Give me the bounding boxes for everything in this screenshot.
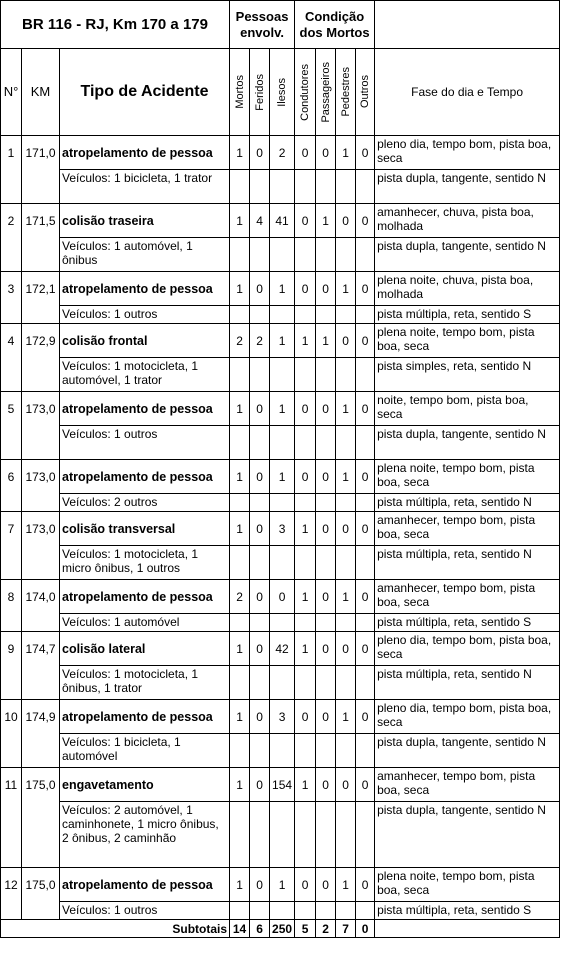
empty-cell	[295, 666, 316, 700]
count-pedestres: 0	[336, 512, 356, 546]
count-condutores: 1	[295, 632, 316, 666]
empty-cell	[336, 546, 356, 580]
count-outros: 0	[356, 700, 375, 734]
accident-road: pista dupla, tangente, sentido N	[375, 734, 560, 768]
header-feridos: Feridos	[250, 49, 270, 136]
accident-type: colisão traseira	[60, 204, 230, 238]
vehicle-row	[1, 426, 560, 460]
accident-number: 4	[1, 324, 22, 392]
count-mortos: 1	[230, 204, 250, 238]
accident-phase-weather: pleno dia, tempo bom, pista boa, seca	[375, 700, 560, 734]
empty-cell	[295, 902, 316, 920]
accident-km: 172,9	[22, 324, 60, 392]
totals-row	[1, 920, 560, 938]
empty-cell	[250, 546, 270, 580]
count-pedestres: 1	[336, 868, 356, 902]
empty-cell	[250, 170, 270, 204]
count-outros: 0	[356, 272, 375, 306]
accident-phase-weather: plena noite, tempo bom, pista boa, seca	[375, 324, 560, 358]
vehicle-row	[1, 170, 560, 204]
accident-type: colisão transversal	[60, 512, 230, 546]
count-feridos: 0	[250, 512, 270, 546]
count-outros: 0	[356, 204, 375, 238]
accident-km: 174,9	[22, 700, 60, 768]
empty-cell	[295, 358, 316, 392]
empty-cell	[336, 666, 356, 700]
empty-cell	[250, 306, 270, 324]
empty-cell	[336, 494, 356, 512]
vehicle-row	[1, 238, 560, 272]
accident-row	[1, 204, 560, 238]
accident-vehicles: Veículos: 1 outros	[60, 306, 230, 324]
empty-cell	[336, 802, 356, 868]
empty-cell	[316, 426, 336, 460]
total-feridos: 6	[250, 920, 270, 938]
empty-cell	[336, 902, 356, 920]
totals-label: Subtotais	[1, 920, 230, 938]
count-mortos: 1	[230, 392, 250, 426]
accident-type: atropelamento de pessoa	[60, 868, 230, 902]
count-feridos: 0	[250, 392, 270, 426]
count-passageiros: 0	[316, 136, 336, 170]
accident-vehicles: Veículos: 1 automóvel	[60, 614, 230, 632]
count-ilesos: 0	[270, 580, 295, 614]
vehicle-row	[1, 802, 560, 868]
count-feridos: 2	[250, 324, 270, 358]
count-pedestres: 1	[336, 460, 356, 494]
accident-row	[1, 868, 560, 902]
count-ilesos: 154	[270, 768, 295, 802]
empty-cell	[230, 170, 250, 204]
empty-cell	[316, 614, 336, 632]
count-passageiros: 0	[316, 580, 336, 614]
count-mortos: 1	[230, 136, 250, 170]
accident-phase-weather: amanhecer, tempo bom, pista boa, seca	[375, 768, 560, 802]
empty-cell	[250, 238, 270, 272]
accident-vehicles: Veículos: 1 outros	[60, 902, 230, 920]
empty-cell	[336, 170, 356, 204]
accident-phase-weather: plena noite, tempo bom, pista boa, seca	[375, 868, 560, 902]
count-pedestres: 1	[336, 136, 356, 170]
accident-phase-weather: plena noite, chuva, pista boa, molhada	[375, 272, 560, 306]
group-header-pessoas: Pessoas envolv.	[230, 1, 295, 49]
total-pedestres: 7	[336, 920, 356, 938]
count-mortos: 1	[230, 868, 250, 902]
empty-cell	[295, 734, 316, 768]
header-blank	[375, 1, 560, 49]
count-feridos: 0	[250, 460, 270, 494]
empty-cell	[270, 802, 295, 868]
count-mortos: 1	[230, 512, 250, 546]
empty-cell	[270, 238, 295, 272]
total-ilesos: 250	[270, 920, 295, 938]
empty-cell	[295, 802, 316, 868]
empty-cell	[270, 902, 295, 920]
count-condutores: 0	[295, 392, 316, 426]
total-passageiros: 2	[316, 920, 336, 938]
empty-cell	[316, 494, 336, 512]
count-outros: 0	[356, 512, 375, 546]
count-ilesos: 2	[270, 136, 295, 170]
count-passageiros: 0	[316, 512, 336, 546]
accident-number: 9	[1, 632, 22, 700]
accident-km: 171,5	[22, 204, 60, 272]
accident-row	[1, 512, 560, 546]
accident-vehicles: Veículos: 2 automóvel, 1 caminhonete, 1 micro ônibus, 2 ônibus, 2 caminhão	[60, 802, 230, 868]
count-outros: 0	[356, 460, 375, 494]
vehicle-row	[1, 902, 560, 920]
count-condutores: 0	[295, 136, 316, 170]
empty-cell	[356, 238, 375, 272]
header-passageiros: Passageiros	[316, 49, 336, 136]
accident-row	[1, 632, 560, 666]
header-mortos: Mortos	[230, 49, 250, 136]
header-km: KM	[22, 49, 60, 136]
count-feridos: 0	[250, 868, 270, 902]
empty-cell	[316, 666, 336, 700]
count-pedestres: 1	[336, 580, 356, 614]
empty-cell	[270, 666, 295, 700]
totals-blank	[375, 920, 560, 938]
accident-vehicles: Veículos: 1 motocicleta, 1 automóvel, 1 trator	[60, 358, 230, 392]
count-mortos: 2	[230, 580, 250, 614]
empty-cell	[316, 170, 336, 204]
empty-cell	[230, 306, 250, 324]
count-feridos: 0	[250, 632, 270, 666]
count-pedestres: 0	[336, 204, 356, 238]
count-ilesos: 41	[270, 204, 295, 238]
total-mortos: 14	[230, 920, 250, 938]
accident-number: 11	[1, 768, 22, 868]
accident-km: 171,0	[22, 136, 60, 204]
accident-road: pista múltipla, reta, sentido S	[375, 614, 560, 632]
empty-cell	[270, 306, 295, 324]
accident-vehicles: Veículos: 1 motocicleta, 1 micro ônibus, 1 outros	[60, 546, 230, 580]
vehicle-row	[1, 358, 560, 392]
header-pedestres: Pedestres	[336, 49, 356, 136]
count-condutores: 0	[295, 700, 316, 734]
accident-number: 8	[1, 580, 22, 632]
count-ilesos: 3	[270, 512, 295, 546]
count-feridos: 4	[250, 204, 270, 238]
count-condutores: 0	[295, 868, 316, 902]
accident-vehicles: Veículos: 2 outros	[60, 494, 230, 512]
empty-cell	[230, 802, 250, 868]
count-feridos: 0	[250, 580, 270, 614]
accident-road: pista simples, reta, sentido N	[375, 358, 560, 392]
count-pedestres: 0	[336, 632, 356, 666]
empty-cell	[250, 802, 270, 868]
empty-cell	[295, 494, 316, 512]
accident-row	[1, 768, 560, 802]
empty-cell	[316, 902, 336, 920]
count-passageiros: 0	[316, 460, 336, 494]
count-mortos: 1	[230, 632, 250, 666]
accident-road: pista múltipla, reta, sentido N	[375, 494, 560, 512]
accident-km: 175,0	[22, 868, 60, 920]
empty-cell	[270, 426, 295, 460]
header-tipo: Tipo de Acidente	[60, 49, 230, 136]
empty-cell	[250, 614, 270, 632]
accident-km: 174,0	[22, 580, 60, 632]
empty-cell	[356, 546, 375, 580]
accident-type: atropelamento de pessoa	[60, 272, 230, 306]
empty-cell	[230, 734, 250, 768]
accident-phase-weather: amanhecer, tempo bom, pista boa, seca	[375, 512, 560, 546]
empty-cell	[295, 170, 316, 204]
vehicle-row	[1, 734, 560, 768]
accident-phase-weather: noite, tempo bom, pista boa, seca	[375, 392, 560, 426]
count-pedestres: 1	[336, 700, 356, 734]
accident-number: 12	[1, 868, 22, 920]
count-feridos: 0	[250, 768, 270, 802]
empty-cell	[250, 494, 270, 512]
count-outros: 0	[356, 580, 375, 614]
empty-cell	[295, 614, 316, 632]
count-ilesos: 42	[270, 632, 295, 666]
empty-cell	[336, 238, 356, 272]
count-passageiros: 0	[316, 768, 336, 802]
header-condutores: Condutores	[295, 49, 316, 136]
empty-cell	[230, 426, 250, 460]
accident-road: pista múltipla, reta, sentido S	[375, 902, 560, 920]
accident-road: pista múltipla, reta, sentido S	[375, 306, 560, 324]
count-mortos: 1	[230, 700, 250, 734]
empty-cell	[336, 614, 356, 632]
accident-row	[1, 272, 560, 306]
accident-row	[1, 700, 560, 734]
count-passageiros: 0	[316, 700, 336, 734]
count-condutores: 1	[295, 768, 316, 802]
empty-cell	[356, 494, 375, 512]
vehicle-row	[1, 666, 560, 700]
count-outros: 0	[356, 136, 375, 170]
total-outros: 0	[356, 920, 375, 938]
accident-row	[1, 460, 560, 494]
accident-vehicles: Veículos: 1 outros	[60, 426, 230, 460]
accident-number: 10	[1, 700, 22, 768]
empty-cell	[270, 170, 295, 204]
accident-type: colisão lateral	[60, 632, 230, 666]
vehicle-row	[1, 306, 560, 324]
empty-cell	[230, 238, 250, 272]
count-pedestres: 0	[336, 324, 356, 358]
count-ilesos: 1	[270, 392, 295, 426]
count-passageiros: 1	[316, 324, 336, 358]
count-pedestres: 0	[336, 768, 356, 802]
count-outros: 0	[356, 392, 375, 426]
empty-cell	[356, 734, 375, 768]
empty-cell	[356, 358, 375, 392]
accident-road: pista dupla, tangente, sentido N	[375, 238, 560, 272]
count-passageiros: 0	[316, 392, 336, 426]
count-passageiros: 0	[316, 868, 336, 902]
empty-cell	[295, 306, 316, 324]
empty-cell	[230, 494, 250, 512]
accident-phase-weather: pleno dia, tempo bom, pista boa, seca	[375, 136, 560, 170]
accident-row	[1, 136, 560, 170]
empty-cell	[270, 614, 295, 632]
count-condutores: 0	[295, 460, 316, 494]
empty-cell	[316, 734, 336, 768]
accident-number: 1	[1, 136, 22, 204]
empty-cell	[356, 170, 375, 204]
accident-type: engavetamento	[60, 768, 230, 802]
count-outros: 0	[356, 868, 375, 902]
empty-cell	[356, 306, 375, 324]
count-condutores: 0	[295, 272, 316, 306]
empty-cell	[270, 734, 295, 768]
empty-cell	[230, 902, 250, 920]
count-passageiros: 1	[316, 204, 336, 238]
accident-type: colisão frontal	[60, 324, 230, 358]
empty-cell	[316, 358, 336, 392]
accident-road: pista dupla, tangente, sentido N	[375, 426, 560, 460]
accident-type: atropelamento de pessoa	[60, 392, 230, 426]
count-condutores: 0	[295, 204, 316, 238]
count-mortos: 1	[230, 460, 250, 494]
empty-cell	[270, 358, 295, 392]
count-ilesos: 1	[270, 460, 295, 494]
accident-road: pista múltipla, reta, sentido N	[375, 546, 560, 580]
empty-cell	[356, 802, 375, 868]
empty-cell	[336, 306, 356, 324]
accident-road: pista múltipla, reta, sentido N	[375, 666, 560, 700]
count-outros: 0	[356, 632, 375, 666]
accident-row	[1, 580, 560, 614]
empty-cell	[250, 734, 270, 768]
accident-phase-weather: plena noite, tempo bom, pista boa, seca	[375, 460, 560, 494]
count-ilesos: 1	[270, 324, 295, 358]
accident-km: 174,7	[22, 632, 60, 700]
empty-cell	[295, 426, 316, 460]
accident-phase-weather: amanhecer, chuva, pista boa, molhada	[375, 204, 560, 238]
accident-type: atropelamento de pessoa	[60, 460, 230, 494]
empty-cell	[295, 546, 316, 580]
count-outros: 0	[356, 768, 375, 802]
empty-cell	[250, 902, 270, 920]
empty-cell	[356, 666, 375, 700]
empty-cell	[316, 802, 336, 868]
accident-number: 3	[1, 272, 22, 324]
empty-cell	[356, 426, 375, 460]
accident-km: 173,0	[22, 460, 60, 512]
empty-cell	[230, 358, 250, 392]
accident-type: atropelamento de pessoa	[60, 700, 230, 734]
empty-cell	[336, 358, 356, 392]
total-condutores: 5	[295, 920, 316, 938]
accident-road: pista dupla, tangente, sentido N	[375, 802, 560, 868]
header-ilesos: Ilesos	[270, 49, 295, 136]
count-feridos: 0	[250, 700, 270, 734]
count-pedestres: 1	[336, 272, 356, 306]
accident-number: 7	[1, 512, 22, 580]
empty-cell	[250, 666, 270, 700]
accident-km: 175,0	[22, 768, 60, 868]
vehicle-row	[1, 494, 560, 512]
empty-cell	[336, 426, 356, 460]
accident-phase-weather: amanhecer, tempo bom, pista boa, seca	[375, 580, 560, 614]
empty-cell	[230, 614, 250, 632]
accident-type: atropelamento de pessoa	[60, 580, 230, 614]
report-title: BR 116 - RJ, Km 170 a 179	[1, 1, 230, 49]
header-num: N°	[1, 49, 22, 136]
count-mortos: 2	[230, 324, 250, 358]
count-feridos: 0	[250, 272, 270, 306]
accident-road: pista dupla, tangente, sentido N	[375, 170, 560, 204]
empty-cell	[316, 306, 336, 324]
empty-cell	[270, 546, 295, 580]
empty-cell	[230, 666, 250, 700]
accident-vehicles: Veículos: 1 bicicleta, 1 trator	[60, 170, 230, 204]
empty-cell	[230, 546, 250, 580]
count-mortos: 1	[230, 272, 250, 306]
count-passageiros: 0	[316, 632, 336, 666]
group-header-condicao: Condição dos Mortos	[295, 1, 375, 49]
empty-cell	[336, 734, 356, 768]
count-feridos: 0	[250, 136, 270, 170]
vehicle-row	[1, 546, 560, 580]
accident-km: 173,0	[22, 512, 60, 580]
header-fase: Fase do dia e Tempo	[375, 49, 560, 136]
count-passageiros: 0	[316, 272, 336, 306]
count-condutores: 1	[295, 512, 316, 546]
vehicle-row	[1, 614, 560, 632]
accident-vehicles: Veículos: 1 bicicleta, 1 automóvel	[60, 734, 230, 768]
accident-vehicles: Veículos: 1 motocicleta, 1 ônibus, 1 trator	[60, 666, 230, 700]
empty-cell	[250, 426, 270, 460]
count-ilesos: 1	[270, 868, 295, 902]
empty-cell	[316, 238, 336, 272]
count-ilesos: 3	[270, 700, 295, 734]
count-condutores: 1	[295, 324, 316, 358]
empty-cell	[270, 494, 295, 512]
empty-cell	[295, 238, 316, 272]
accident-number: 5	[1, 392, 22, 460]
accident-km: 172,1	[22, 272, 60, 324]
empty-cell	[356, 614, 375, 632]
accident-rows	[1, 136, 560, 920]
accident-row	[1, 324, 560, 358]
header-outros: Outros	[356, 49, 375, 136]
count-mortos: 1	[230, 768, 250, 802]
accident-phase-weather: pleno dia, tempo bom, pista boa, seca	[375, 632, 560, 666]
count-outros: 0	[356, 324, 375, 358]
count-pedestres: 1	[336, 392, 356, 426]
accident-km: 173,0	[22, 392, 60, 460]
accident-vehicles: Veículos: 1 automóvel, 1 ônibus	[60, 238, 230, 272]
empty-cell	[316, 546, 336, 580]
empty-cell	[356, 902, 375, 920]
empty-cell	[250, 358, 270, 392]
count-condutores: 1	[295, 580, 316, 614]
accident-number: 6	[1, 460, 22, 512]
count-ilesos: 1	[270, 272, 295, 306]
accident-row	[1, 392, 560, 426]
accident-number: 2	[1, 204, 22, 272]
accident-type: atropelamento de pessoa	[60, 136, 230, 170]
